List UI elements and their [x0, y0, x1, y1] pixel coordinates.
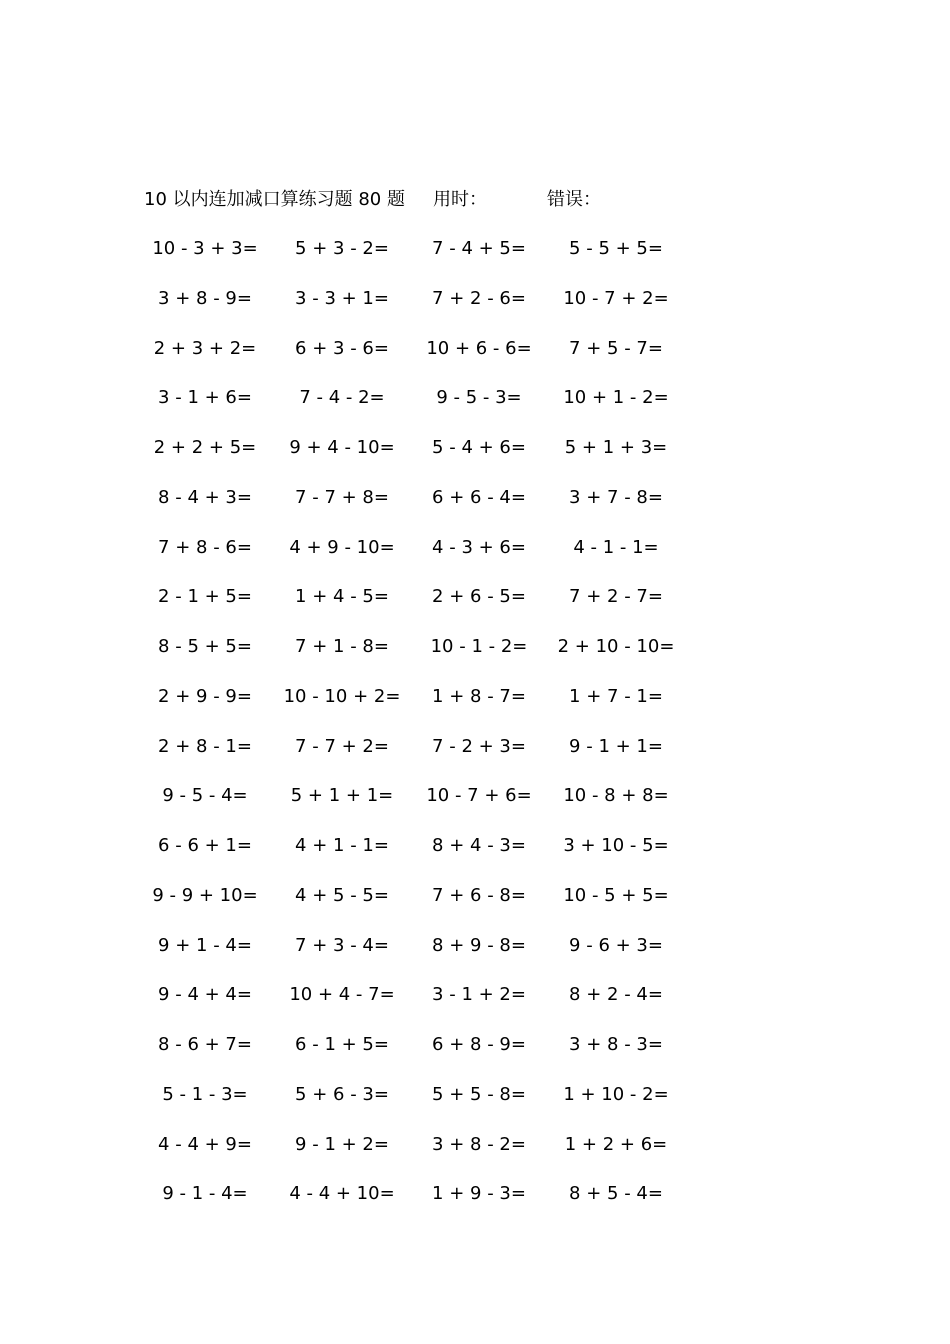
problem-item: 2 + 2 + 5= — [153, 437, 257, 458]
problem-item: 7 - 4 + 5= — [432, 238, 526, 259]
problem-item: 8 - 6 + 7= — [158, 1034, 252, 1055]
problem-item: 9 - 9 + 10= — [152, 884, 258, 906]
problem-item: 7 + 2 - 6= — [432, 287, 526, 309]
problem-item: 2 + 3 + 2= — [153, 337, 257, 359]
problem-item: 6 + 8 - 9= — [432, 1034, 526, 1055]
problem-item: 2 + 10 - 10= — [557, 636, 675, 657]
problem-item: 3 + 10 - 5= — [563, 835, 669, 856]
problem-item: 5 - 4 + 6= — [432, 437, 526, 458]
problem-row — [140, 381, 700, 431]
problem-item: 3 + 8 - 2= — [432, 1133, 526, 1155]
problem-item: 10 - 1 - 2= — [430, 636, 528, 657]
problem-item: 5 + 1 + 3= — [564, 437, 668, 458]
problem-item: 9 - 6 + 3= — [569, 934, 663, 956]
problem-item: 8 - 4 + 3= — [158, 486, 252, 508]
problem-item: 7 - 4 - 2= — [299, 387, 385, 409]
problem-item: 10 + 1 - 2= — [563, 387, 669, 409]
problem-row — [140, 879, 700, 929]
problem-item: 10 - 7 + 2= — [563, 287, 669, 309]
problem-item: 5 + 6 - 3= — [295, 1083, 389, 1105]
problem-row — [140, 1177, 700, 1227]
problem-item: 1 + 2 + 6= — [564, 1133, 668, 1155]
problem-item: 1 + 9 - 3= — [432, 1183, 526, 1205]
problem-item: 9 - 1 + 1= — [569, 735, 663, 757]
problem-item: 7 - 2 + 3= — [432, 735, 526, 757]
problem-item: 6 + 3 - 6= — [295, 337, 389, 359]
problem-item: 3 + 8 - 9= — [158, 287, 252, 309]
problem-row — [140, 929, 700, 979]
problem-row — [140, 282, 700, 332]
problem-item: 8 + 9 - 8= — [432, 934, 526, 956]
problem-item: 4 - 1 - 1= — [573, 536, 659, 558]
problem-item: 6 - 1 + 5= — [295, 1034, 389, 1055]
problem-item: 7 + 2 - 7= — [569, 586, 663, 608]
problem-row — [140, 481, 700, 531]
time-used-label: 用时： — [433, 189, 487, 210]
problem-item: 10 - 7 + 6= — [426, 785, 532, 807]
problem-item: 5 - 1 - 3= — [162, 1083, 248, 1105]
problem-item: 2 + 8 - 1= — [158, 735, 252, 757]
problem-row — [140, 829, 700, 879]
problem-item: 3 - 1 + 2= — [432, 984, 526, 1006]
problem-row — [140, 1128, 700, 1178]
problem-item: 5 - 5 + 5= — [569, 238, 663, 259]
problem-item: 7 + 5 - 7= — [569, 337, 663, 359]
problem-item: 3 + 8 - 3= — [569, 1034, 663, 1055]
problem-row — [140, 232, 700, 282]
problem-item: 7 + 1 - 8= — [295, 636, 389, 657]
problem-item: 2 + 6 - 5= — [432, 586, 526, 608]
problem-item: 3 - 3 + 1= — [295, 287, 389, 309]
problem-item: 10 - 3 + 3= — [152, 238, 258, 259]
problem-item: 7 + 6 - 8= — [432, 884, 526, 906]
problem-item: 8 + 2 - 4= — [569, 984, 663, 1006]
problem-item: 7 - 7 + 2= — [295, 735, 389, 757]
problem-item: 1 + 4 - 5= — [295, 586, 389, 608]
problem-item: 4 - 3 + 6= — [432, 536, 526, 558]
problem-row — [140, 1028, 700, 1078]
problem-item: 5 + 3 - 2= — [295, 238, 389, 259]
problem-item: 1 + 8 - 7= — [432, 685, 526, 707]
problem-item: 10 + 6 - 6= — [426, 337, 532, 359]
problem-item: 1 + 7 - 1= — [569, 685, 663, 707]
problem-row — [140, 531, 700, 581]
problem-item: 8 - 5 + 5= — [158, 636, 252, 657]
problem-item: 4 + 5 - 5= — [295, 884, 389, 906]
problem-grid — [140, 232, 700, 1227]
problem-item: 4 + 1 - 1= — [295, 835, 389, 856]
problem-row — [140, 779, 700, 829]
problem-item: 9 - 1 - 4= — [162, 1183, 248, 1205]
problem-row — [140, 431, 700, 481]
problem-item: 7 + 8 - 6= — [158, 536, 252, 558]
problem-item: 10 - 5 + 5= — [563, 884, 669, 906]
problem-item: 8 + 4 - 3= — [432, 835, 526, 856]
problem-item: 7 + 3 - 4= — [295, 934, 389, 956]
problem-item: 10 - 10 + 2= — [283, 685, 401, 707]
errors-label: 错误： — [547, 189, 601, 210]
problem-item: 1 + 10 - 2= — [563, 1083, 669, 1105]
problem-row — [140, 1078, 700, 1128]
problem-item: 9 - 5 - 3= — [436, 387, 522, 409]
problem-item: 4 - 4 + 10= — [289, 1183, 395, 1205]
problem-item: 9 - 1 + 2= — [295, 1133, 389, 1155]
problem-item: 2 - 1 + 5= — [158, 586, 252, 608]
problem-item: 6 - 6 + 1= — [158, 835, 252, 856]
worksheet-title: 10 以内连加减口算练习题 80 题 — [144, 189, 405, 210]
problem-item: 10 - 8 + 8= — [563, 785, 669, 807]
problem-item: 8 + 5 - 4= — [569, 1183, 663, 1205]
problem-row — [140, 580, 700, 630]
problem-row — [140, 978, 700, 1028]
problem-item: 7 - 7 + 8= — [295, 486, 389, 508]
problem-item: 9 + 4 - 10= — [289, 437, 395, 458]
problem-item: 4 - 4 + 9= — [158, 1133, 252, 1155]
problem-item: 4 + 9 - 10= — [289, 536, 395, 558]
problem-item: 9 - 5 - 4= — [162, 785, 248, 807]
problem-item: 5 + 5 - 8= — [432, 1083, 526, 1105]
problem-item: 2 + 9 - 9= — [158, 685, 252, 707]
problem-row — [140, 332, 700, 382]
problem-item: 5 + 1 + 1= — [290, 785, 394, 807]
problem-row — [140, 630, 700, 680]
problem-row — [140, 730, 700, 780]
problem-item: 9 + 1 - 4= — [158, 934, 252, 956]
problem-item: 3 - 1 + 6= — [158, 387, 252, 409]
problem-item: 6 + 6 - 4= — [432, 486, 526, 508]
problem-item: 10 + 4 - 7= — [289, 984, 395, 1006]
problem-row — [140, 680, 700, 730]
problem-item: 9 - 4 + 4= — [158, 984, 252, 1006]
problem-item: 3 + 7 - 8= — [569, 486, 663, 508]
